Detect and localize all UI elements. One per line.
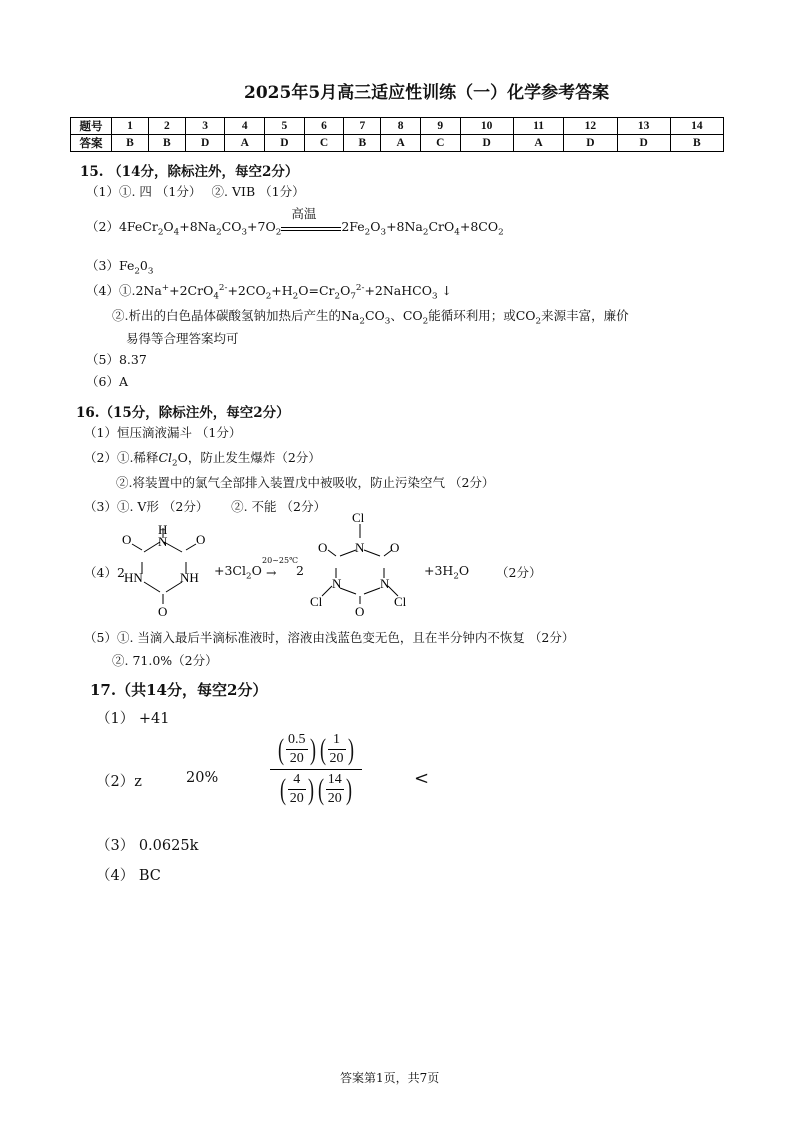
table-cell: A [381, 135, 421, 152]
formula-text: +8CO [459, 219, 499, 234]
formula-text: +H [271, 283, 293, 298]
table-cell: 11 [513, 118, 564, 135]
formula-text: CO [221, 219, 242, 234]
atom-label: HN [124, 570, 143, 585]
text: 、CO [390, 308, 423, 323]
q15-part3: $(3)Fe_20_3$ [86, 258, 154, 277]
table-cell: 3 [185, 118, 225, 135]
comparison-sign: < [414, 768, 430, 789]
reaction-arrow: → [266, 565, 277, 580]
atom-label: Cl [310, 594, 323, 609]
fraction-den: 20 [329, 751, 344, 766]
table-cell: 13 [617, 118, 670, 135]
table-cell: 10 [460, 118, 513, 135]
formula-text: O [370, 219, 381, 234]
paren: ( [279, 772, 286, 806]
atom-label: H [158, 522, 168, 537]
q17-part2-percent: 20% [186, 770, 219, 786]
formula-text: +8Na [179, 219, 217, 234]
q16-part1: （1）恒压滴液漏斗 （1分） [84, 425, 242, 440]
cyanuric-acid-structure [116, 520, 216, 620]
table-row-answers [71, 135, 724, 152]
atom-label: Cl [352, 510, 365, 525]
table-cell: D [617, 135, 670, 152]
table-row-numbers [71, 118, 724, 135]
atom-label: O [158, 604, 168, 619]
q15-part4-2: ②.析出的白色晶体碳酸氢钠加热后产生的$Na_2CO_3$、$CO_2$能循环利用；或$CO_2$来源丰富，廉价 [112, 308, 629, 327]
paren: ) [307, 772, 314, 806]
answer-table [70, 117, 724, 152]
table-cell: 6 [304, 118, 344, 135]
table-cell: D [564, 135, 617, 152]
text: O [251, 563, 262, 578]
paren: ( [319, 732, 326, 766]
q15-part4: $(4)①.2Na^++2CrO_4^{2-}+2CO_2+H_2O=Cr_2O_7^{2-}+2NaHCO_3$ ↓ [86, 282, 453, 302]
atom-label: O [122, 532, 132, 547]
paren: ) [345, 772, 352, 806]
atom-label: O [318, 540, 328, 555]
q16-reaction-condition: 20~25℃ [262, 556, 299, 565]
text: O，防止发生爆炸（2分） [177, 450, 321, 465]
table-cell: D [460, 135, 513, 152]
paren: ( [317, 772, 324, 806]
q15-part2: $(2)4FeCr_2O_4+8Na_2CO_3+7O_2$ 高温 $2Fe_2O_3+8Na_2CrO_4+8CO_2$ [86, 206, 504, 238]
table-cell: A [225, 135, 265, 152]
atom-label: NH [180, 570, 199, 585]
precipitate-arrow: ↓ [441, 283, 453, 298]
paren: ) [309, 732, 316, 766]
trichloroisocyanuric-acid-structure [304, 510, 422, 618]
formula-text: O [340, 283, 351, 298]
q17-header: 17.（共14分，每空2分） [90, 681, 268, 699]
q16-part2: （2）①.稀释$Cl_2O$，防止发生爆炸（2分） [84, 450, 321, 469]
formula-text: +2CO [227, 283, 266, 298]
formula-text: +2NaHCO [364, 283, 432, 298]
table-cell: 4 [225, 118, 265, 135]
atom-label: O [355, 604, 365, 618]
big-fraction-denominator [270, 770, 362, 807]
text: （2）①.稀释 [84, 450, 159, 465]
atom-label: Cl [394, 594, 407, 609]
atom-label: O [196, 532, 206, 547]
table-header-cell: 答案 [71, 135, 112, 152]
table-cell: 1 [112, 118, 149, 135]
q16-part2-2: ②.将装置中的氯气全部排入装置戊中被吸收，防止污染空气 （2分） [116, 475, 495, 490]
formula-text: 2Na [135, 283, 162, 298]
atom-label: N [158, 534, 168, 549]
table-cell: 8 [381, 118, 421, 135]
table-cell: D [265, 135, 305, 152]
fraction-den: 20 [289, 751, 304, 766]
table-cell: 9 [420, 118, 460, 135]
atom-label: O [390, 540, 400, 555]
formula-text: 2Fe [341, 219, 365, 234]
text: +3H [424, 563, 454, 578]
atom-label: N [355, 540, 365, 555]
q16-part3: （3）①. V形 （2分） ②. 不能 （2分） [84, 499, 326, 514]
table-cell: B [344, 135, 381, 152]
q15-header: 15. （14分，除标注外，每空2分） [80, 164, 299, 180]
formula-text: +8Na [386, 219, 423, 234]
equals-sign [281, 227, 341, 231]
formula-text: +2CrO [169, 283, 214, 298]
q17-part1: （1） +41 [96, 711, 170, 727]
q16-part4-label: （4）2 [84, 565, 125, 580]
table-cell: B [148, 135, 185, 152]
equilibrium-constant-expression [270, 732, 362, 807]
page-footer: 答案第1页，共7页 [340, 1071, 440, 1085]
q16-part4-product: $+3H_2O$ [424, 563, 470, 582]
formula-text: CrO [428, 219, 455, 234]
text: O [458, 563, 470, 578]
text: Cl [158, 450, 172, 465]
fraction [288, 772, 306, 807]
text: 能循环利用；或CO [428, 308, 536, 323]
text: CO [364, 308, 385, 323]
paren: ( [278, 732, 284, 766]
q16-part4-score: （2分） [496, 565, 542, 580]
atom-label: N [380, 576, 390, 591]
formula-text: O=Cr [298, 283, 335, 298]
q15-part3-text: （3）Fe [86, 258, 135, 273]
paren: ) [347, 732, 354, 766]
big-fraction [270, 732, 362, 807]
table-cell: 2 [148, 118, 185, 135]
table-header-cell: 题号 [71, 118, 112, 135]
table-cell: C [420, 135, 460, 152]
table-cell: 14 [670, 118, 723, 135]
q17-part2-label: （2）z [96, 774, 142, 790]
fraction-num: 0.5 [286, 732, 308, 750]
q16-product-coef: 2 [296, 563, 304, 578]
q17-part3: （3） 0.0625k [96, 838, 199, 854]
q16-part5: （5）①. 当滴入最后半滴标准液时，溶液由浅蓝色变无色，且在半分钟内不恢复 （2分） [84, 630, 575, 645]
formula-text: O [163, 219, 174, 234]
big-fraction-numerator [270, 732, 362, 770]
reaction-condition [281, 206, 341, 231]
q15-part1: （1）①. 四 （1分） ②. VIB （1分） [86, 184, 305, 199]
q15-part6: （6）A [86, 374, 128, 389]
table-cell: 12 [564, 118, 617, 135]
text: 来源丰富，廉价 [541, 308, 629, 323]
table-cell: C [304, 135, 344, 152]
q16-part4-reagent: $+3Cl_2O$ [214, 563, 262, 582]
table-cell: B [112, 135, 149, 152]
text: ②.析出的白色晶体碳酸氢钠加热后产生的Na [112, 308, 360, 323]
fraction-den: 20 [327, 791, 342, 806]
formula-text: +7O [247, 219, 276, 234]
table-cell: 5 [265, 118, 305, 135]
text: +3Cl [214, 563, 246, 578]
table-cell: D [185, 135, 225, 152]
table-cell: B [670, 135, 723, 152]
q15-part5: （5）8.37 [86, 352, 147, 367]
fraction-num: 4 [288, 772, 306, 790]
page-title: 2025年5月高三适应性训练（一）化学参考答案 [244, 83, 610, 103]
table-cell: 7 [344, 118, 381, 135]
fraction-num: 1 [328, 732, 346, 750]
fraction [328, 732, 346, 767]
q15-part4-2-cont: 易得等合理答案均可 [126, 331, 239, 346]
q16-header: 16.（15分，除标注外，每空2分） [76, 405, 290, 421]
fraction [326, 772, 344, 807]
condition-label: 高温 [291, 206, 317, 221]
q17-part4: （4） BC [96, 868, 161, 884]
q15-part4-label: （4）①. [86, 283, 136, 298]
table-cell: A [513, 135, 564, 152]
fraction [286, 732, 308, 767]
fraction-num: 14 [326, 772, 344, 790]
formula-text: 4FeCr [118, 219, 158, 234]
q16-part5-2: ②. 71.0%（2分） [112, 653, 218, 668]
q15-part2-label: （2） [86, 219, 119, 234]
fraction-den: 20 [289, 791, 304, 806]
atom-label: N [332, 576, 342, 591]
